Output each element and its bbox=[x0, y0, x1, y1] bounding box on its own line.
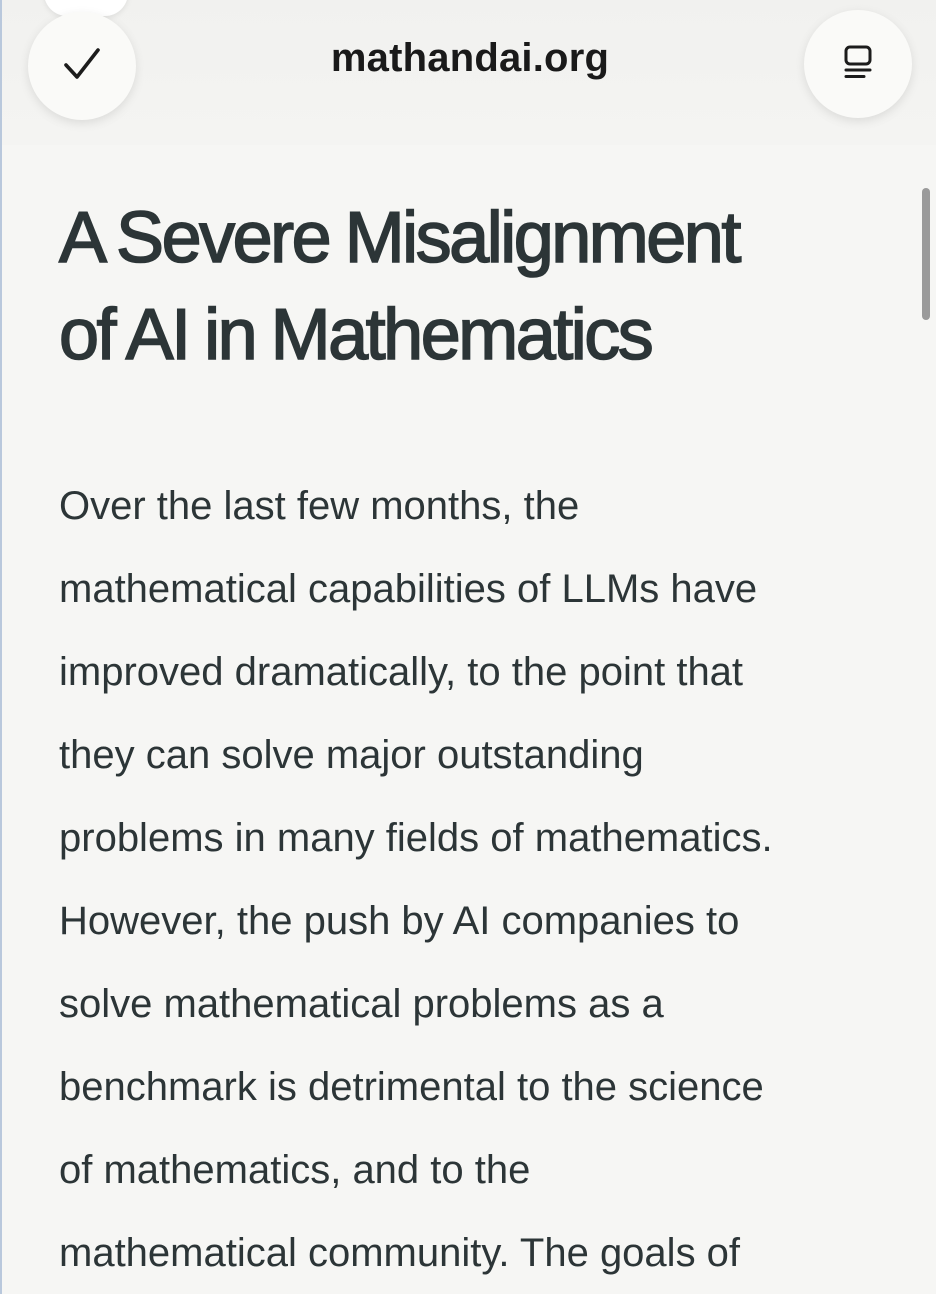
article-title bbox=[59, 190, 889, 384]
paragraph-line: However, the push by AI companies to bbox=[59, 899, 740, 943]
paragraph-line: of mathematics, and to the bbox=[59, 1148, 531, 1192]
paragraph-line: mathematical capabilities of LLMs have bbox=[59, 567, 758, 611]
paragraph-line: Over the last few months, the bbox=[59, 484, 580, 528]
reader-format-icon bbox=[838, 42, 878, 87]
site-domain: mathandai.org bbox=[330, 36, 610, 80]
reader-toolbar bbox=[2, 0, 936, 145]
paragraph-line: problems in many fields of mathematics. bbox=[59, 816, 773, 860]
paragraph-line: mathematical community. The goals of bbox=[59, 1231, 741, 1275]
article-content bbox=[59, 190, 909, 1275]
paragraph-line: solve mathematical problems as a bbox=[59, 982, 664, 1026]
reader-options-button[interactable] bbox=[804, 10, 912, 118]
paragraph-line: benchmark is detrimental to the science bbox=[59, 1065, 764, 1109]
article-paragraph bbox=[59, 465, 909, 1294]
vertical-scrollbar[interactable] bbox=[922, 188, 930, 320]
article-title-line: of AI in Mathematics bbox=[59, 295, 652, 375]
paragraph-line: they can solve major outstanding bbox=[59, 733, 644, 777]
paragraph-line: improved dramatically, to the point that bbox=[59, 650, 744, 694]
article-title-line: A Severe Misalignment bbox=[59, 198, 739, 278]
